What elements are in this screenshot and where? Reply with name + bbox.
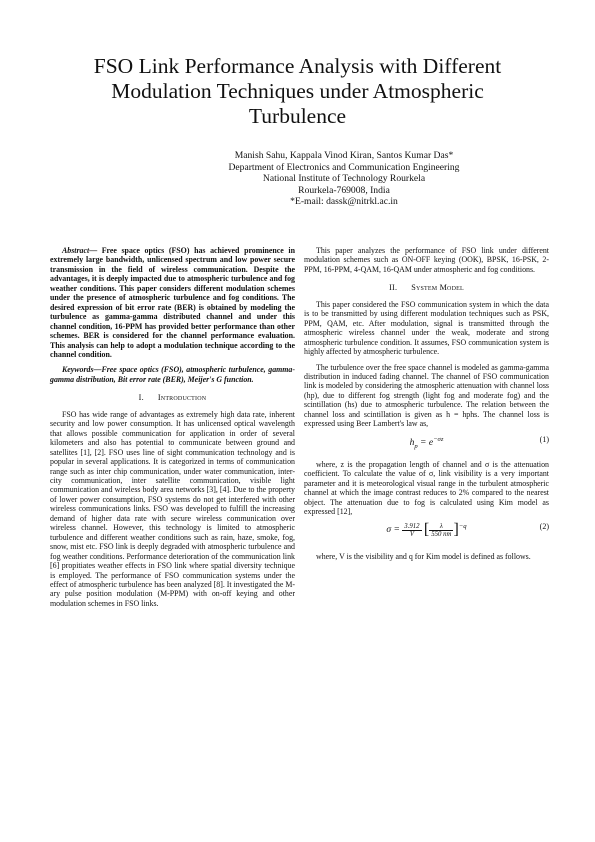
affiliation-institute: National Institute of Technology Rourkela	[262, 173, 426, 185]
section-heading-introduction	[50, 393, 295, 402]
equation-2-number: (2)	[539, 522, 549, 532]
right-bracket: ]	[453, 521, 459, 539]
eq2-frac1-denominator: V	[409, 530, 414, 538]
eq1-subscript: p	[414, 442, 418, 450]
paragraph-system: This paper considered the FSO communication system in which the data is to be transmitted by using different modulation techniques such as PSK, PPM, QAM, etc. After modulation, signal is transmitted through the atmospheric wireless channel under the weak, moderate and strong atmospheric turbulence condition. It assumes, FSO communication system is highly affected by atmospheric turbulence.	[304, 299, 549, 357]
equation-1	[304, 435, 549, 454]
paragraph-turbulence: The turbulence over the free space channel is modeled as gamma-gamma distribution in induced fading channel. The channel of FSO communication link is modeled by considering the atmospheric attenuation with channel loss (hp), due to different fog strength (light fog and moderate fog) and the scintillation (hs) due to atmospheric turbulence. The relation between the channel loss and scintillation is given as h = hphs. The channel loss is expressed using Beer Lambert's law as,	[304, 362, 549, 429]
paragraph-kim-model: where, V is the visibility and q for Kim model is defined as follows.	[316, 552, 531, 562]
section-heading-system-model	[304, 283, 549, 292]
section-number: II.	[389, 283, 398, 293]
section-number: I.	[138, 393, 144, 403]
eq2-frac2-numerator: λ	[429, 523, 453, 531]
eq2-lhs: σ =	[386, 525, 400, 536]
eq2-exponent: −q	[458, 523, 467, 531]
abstract-lead: Abstract	[62, 246, 90, 255]
eq1-exponent: −σz	[433, 435, 444, 443]
abstract	[50, 246, 295, 359]
equation-2-expression	[304, 522, 549, 537]
equation-2	[304, 522, 549, 546]
eq2-frac2-denominator: 550 nm	[431, 530, 452, 538]
equation-1-number: (1)	[539, 434, 549, 444]
eq2-fraction-wavelength	[429, 523, 453, 538]
keywords: Keywords—Free space optics (FSO), atmospheric turbulence, gamma-gamma distribution, Bit error rate (BER), Meijer's G function.	[50, 365, 295, 384]
author-email: *E-mail: dassk@nitrkl.ac.in	[290, 196, 398, 208]
paragraph-scope: This paper analyzes the performance of FSO link under different modulation schemes such as ON-OFF keying (OOK), BPSK, 16-PSK, 2-PPM, 16-PPM, 4-QAM, 16-QAM under atmospheric and fog conditions.	[304, 246, 549, 274]
eq2-frac1-numerator: 3.912	[404, 522, 420, 530]
paragraph-attenuation: where, z is the propagation length of channel and σ is the attenuation coefficient. To calculate the value of σ, link visibility is a very important parameter and it is meteorological visual range in the turbulent atmospheric channel at which the image contrast reduces to 2% compared to the nearest object. The attenuation due to fog is calculated using Kim model as expressed [12],	[304, 459, 549, 516]
right-column	[304, 246, 549, 568]
left-column	[50, 246, 295, 614]
author-names: Manish Sahu, Kappala Vinod Kiran, Santos Kumar Das*	[234, 150, 454, 161]
paper-title: FSO Link Performance Analysis with Different Modulation Techniques under Atmospheric Turbulence	[93, 54, 502, 128]
section-title: Introduction	[157, 393, 207, 403]
affiliation-dept: Department of Electronics and Communication Engineering	[228, 161, 460, 173]
left-bracket: [	[423, 521, 430, 539]
eq1-lhs: h	[409, 437, 415, 448]
eq2-fraction-visibility	[402, 523, 421, 538]
equation-1-expression	[304, 435, 549, 452]
abstract-body: — Free space optics (FSO) has achieved prominence in extremely large bandwidth, unlicensed spectrum and low power secure transmission in the field of wireless communication. Despite the advantages, it is deeply impacted due to atmospheric turbulence and fog weather conditions. This paper considers different modulation schemes under the presence of atmospheric turbulence and fog conditions. The desired expression of bit error rate (BER) is obtained by modeling the turbulence as gamma-gamma distributed channel and under this channel condition, 16-PPM has provided better performance than other schemes. BER is considered for the channel performance evaluation. This analysis can help to adopt a modulation technique according to the channel condition.	[50, 246, 295, 359]
author-block	[154, 150, 534, 208]
eq1-rhs: = e	[420, 437, 434, 448]
affiliation-city: Rourkela-769008, India	[298, 184, 390, 196]
section-title: System Model	[411, 283, 464, 293]
intro-paragraph: FSO has wide range of advantages as extremely high data rate, inherent security and low power consumption. It has unlicensed optical wavelength that allows possible communication for application in order of several kilometers and also has potential to communicate between ground and satellites [1], [2]. FSO uses line of sight communication technology and is popular in several applications. It is categorized in terms of communication range such as inter chip communication, under water communication, inter-city communication, inter satellite communication, visible light communication and wireless body area networks [3], [4]. Due to the property of lower power consumption, FSO systems do not get interfered with other wireless communications links. FSO was developed to fulfill the increasing demand of higher data rate with secure wireless communication over wireless channel. However, this technology is limited to atmospheric turbulence and different weather conditions such as rain, haze, smoke, fog, snow, mist etc. FSO link is deeply degraded with atmospheric turbulence and fog weather conditions. Performance deterioration of the communication link [6] propitiates weather effects in FSO link where spatial diversity technique is employed. The performance of FSO communication systems under the effect of atmospheric turbulence has been analyzed [8]. It investigated the M-ary pulse position modulation (M-PPM) with on-off keying and other modulation schemes in FSO links.	[50, 409, 295, 608]
